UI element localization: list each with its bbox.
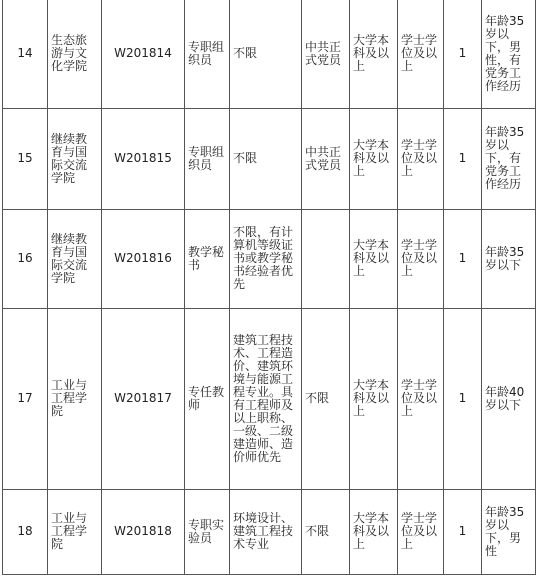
position-code-cell: W201815 [102,108,185,209]
position-name-cell: 教学秘书 [185,209,230,308]
education-cell: 大学本科及以上 [350,108,398,209]
row-number: 15 [3,108,48,209]
position-name-cell: 专职实验员 [185,489,230,574]
headcount-cell: 1 [444,489,482,574]
degree-cell: 学士学位及以上 [398,308,444,489]
requirement-cell: 环境设计、建筑工程技术专业 [230,489,302,574]
other-requirement-cell: 年龄35岁以下，有党务工作经历 [482,108,536,209]
political-status-cell: 不限 [302,308,350,489]
degree-cell: 学士学位及以上 [398,108,444,209]
college-cell: 继续教育与国际交流学院 [48,108,102,209]
table-row [3,209,536,308]
other-requirement-cell: 年龄40岁以下 [482,308,536,489]
political-status-cell: 不限 [302,489,350,574]
college-cell: 继续教育与国际交流学院 [48,209,102,308]
requirement-cell: 不限 [230,108,302,209]
headcount-cell: 1 [444,108,482,209]
college-cell: 工业与工程学院 [48,308,102,489]
headcount-cell: 1 [444,209,482,308]
headcount-cell: 1 [444,308,482,489]
position-name-cell: 专职组织员 [185,108,230,209]
political-status-cell [302,209,350,308]
political-status-cell: 中共正式党员 [302,0,350,108]
education-cell: 大学本科及以上 [350,209,398,308]
table-row [3,489,536,574]
row-number: 18 [3,489,48,574]
degree-cell: 学士学位及以上 [398,209,444,308]
table-row [3,108,536,209]
degree-cell: 学士学位及以上 [398,489,444,574]
degree-cell: 学士学位及以上 [398,0,444,108]
position-code-cell: W201818 [102,489,185,574]
requirement-cell: 不限，有计算机等级证书或教学秘书经验者优先 [230,209,302,308]
row-number: 17 [3,308,48,489]
row-number: 14 [3,0,48,108]
position-name-cell: 专职组织员 [185,0,230,108]
headcount-cell: 1 [444,0,482,108]
other-requirement-cell: 年龄35岁以下，男性，有党务工作经历 [482,0,536,108]
table-row [3,308,536,489]
table-row [3,0,536,108]
education-cell: 大学本科及以上 [350,0,398,108]
college-cell: 生态旅游与文化学院 [48,0,102,108]
position-code-cell: W201817 [102,308,185,489]
position-code-cell: W201814 [102,0,185,108]
position-name-cell: 专任教师 [185,308,230,489]
requirement-cell: 建筑工程技术、工程造价、建筑环境与能源工程专业。具有工程师及以上职称、一级、二级建造师、造价师优先 [230,308,302,489]
recruitment-table [2,0,536,575]
college-cell: 工业与工程学院 [48,489,102,574]
position-code-cell: W201816 [102,209,185,308]
education-cell: 大学本科及以上 [350,489,398,574]
political-status-cell: 中共正式党员 [302,108,350,209]
other-requirement-cell: 年龄35岁以下 [482,209,536,308]
education-cell: 大学本科及以上 [350,308,398,489]
requirement-cell: 不限 [230,0,302,108]
row-number: 16 [3,209,48,308]
other-requirement-cell: 年龄35岁以下，男性 [482,489,536,574]
